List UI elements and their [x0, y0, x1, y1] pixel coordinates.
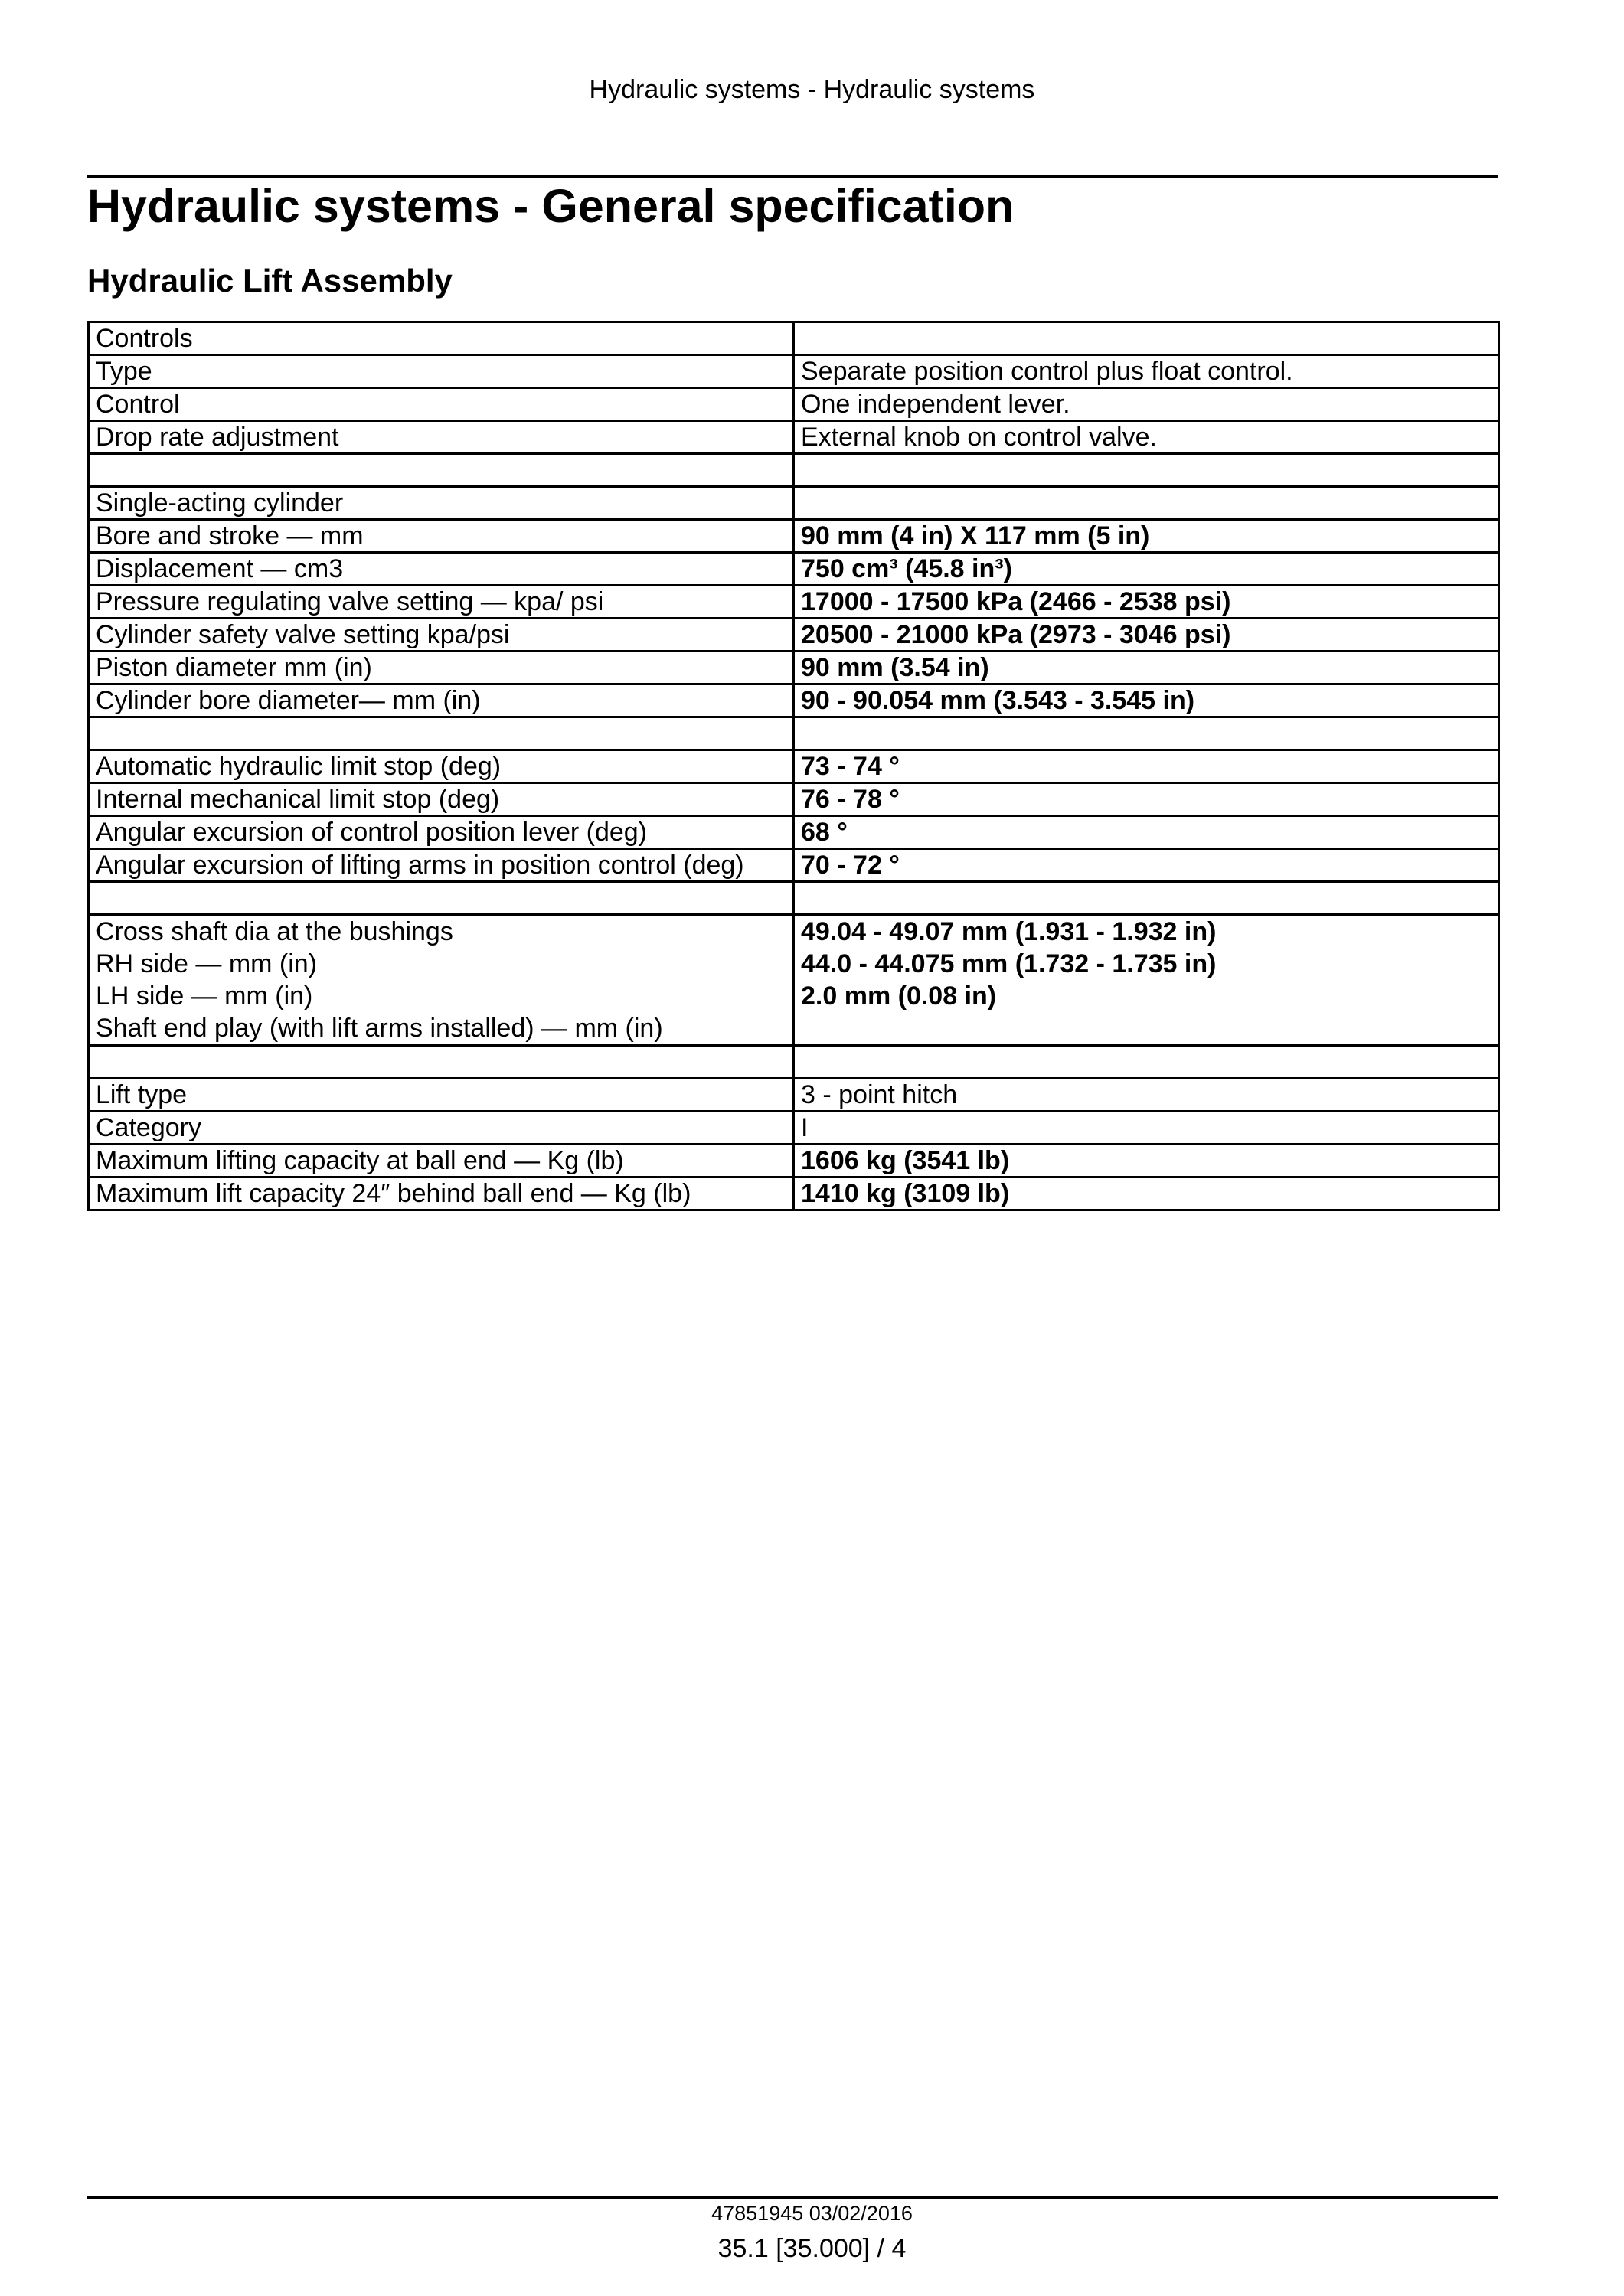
table-row: [89, 355, 1499, 388]
spec-value: 1410 kg (3109 lb): [794, 1177, 1499, 1210]
spec-value: Separate position control plus float control.: [794, 355, 1499, 388]
bottom-rule: [87, 2196, 1498, 2199]
table-row: [89, 915, 1499, 1046]
spec-value: 3 - point hitch: [794, 1079, 1499, 1112]
spec-value: I: [794, 1112, 1499, 1145]
spec-label: Pressure regulating valve setting — kpa/ psi: [89, 586, 794, 619]
spec-value: 90 mm (4 in) X 117 mm (5 in): [794, 520, 1499, 553]
group-heading: Controls: [89, 322, 794, 355]
table-row: [89, 553, 1499, 586]
spacer-row: [89, 717, 1499, 750]
spec-label: Angular excursion of control position lever (deg): [89, 816, 794, 849]
table-row: [89, 1079, 1499, 1112]
spec-label: Cross shaft dia at the bushings: [96, 917, 453, 946]
spec-value: 750 cm³ (45.8 in³): [794, 553, 1499, 586]
spec-value: 44.0 - 44.075 mm (1.732 - 1.735 in): [801, 949, 1217, 978]
spec-value: 20500 - 21000 kPa (2973 - 3046 psi): [794, 619, 1499, 652]
table-row: [89, 1112, 1499, 1145]
spec-value: 68 °: [794, 816, 1499, 849]
cross-shaft-labels: [89, 915, 794, 1046]
table-row: [89, 816, 1499, 849]
table-row: [89, 322, 1499, 355]
spec-label: Type: [89, 355, 794, 388]
spec-value: 49.04 - 49.07 mm (1.931 - 1.932 in): [801, 917, 1217, 946]
spec-label: Maximum lifting capacity at ball end — Kg (lb): [89, 1145, 794, 1177]
spec-value: 76 - 78 °: [794, 783, 1499, 816]
spacer-row: [89, 454, 1499, 487]
spec-label: Angular excursion of lifting arms in position control (deg): [89, 849, 794, 882]
table-row: [89, 487, 1499, 520]
empty-cell: [794, 322, 1499, 355]
spec-label: Automatic hydraulic limit stop (deg): [89, 750, 794, 783]
empty-cell: [794, 487, 1499, 520]
spec-label: LH side — mm (in): [96, 981, 313, 1011]
spec-label: Shaft end play (with lift arms installed) — mm (in): [96, 1014, 663, 1043]
spec-value: 17000 - 17500 kPa (2466 - 2538 psi): [794, 586, 1499, 619]
spec-value: 90 - 90.054 mm (3.543 - 3.545 in): [794, 684, 1499, 717]
page-title: Hydraulic systems - General specification: [87, 180, 1015, 232]
table-row: [89, 388, 1499, 421]
spec-value: 1606 kg (3541 lb): [794, 1145, 1499, 1177]
table-row: [89, 783, 1499, 816]
spec-label: Internal mechanical limit stop (deg): [89, 783, 794, 816]
spec-label: Cylinder bore diameter— mm (in): [89, 684, 794, 717]
table-row: [89, 1177, 1499, 1210]
table-row: [89, 750, 1499, 783]
table-row: [89, 684, 1499, 717]
spec-label: Drop rate adjustment: [89, 421, 794, 454]
running-header: Hydraulic systems - Hydraulic systems: [589, 75, 1035, 104]
table-row: [89, 520, 1499, 553]
table-row: [89, 421, 1499, 454]
spacer-row: [89, 1046, 1499, 1079]
table-row: [89, 849, 1499, 882]
spec-label: Maximum lift capacity 24″ behind ball end — Kg (lb): [89, 1177, 794, 1210]
spec-label: Displacement — cm3: [89, 553, 794, 586]
spec-label: Control: [89, 388, 794, 421]
table-row: [89, 1145, 1499, 1177]
spec-label: RH side — mm (in): [96, 949, 318, 978]
spec-value: External knob on control valve.: [794, 421, 1499, 454]
section-title: Hydraulic Lift Assembly: [87, 263, 453, 299]
spec-label: Cylinder safety valve setting kpa/psi: [89, 619, 794, 652]
group-heading: Single-acting cylinder: [89, 487, 794, 520]
spec-value: 2.0 mm (0.08 in): [801, 981, 997, 1011]
table-row: [89, 619, 1499, 652]
footer-doc-code: 47851945 03/02/2016: [711, 2202, 913, 2225]
spec-label: Lift type: [89, 1079, 794, 1112]
spec-value: One independent lever.: [794, 388, 1499, 421]
footer-page-ref: 35.1 [35.000] / 4: [717, 2234, 907, 2263]
spec-value: 90 mm (3.54 in): [794, 652, 1499, 684]
spec-value: 70 - 72 °: [794, 849, 1499, 882]
spec-label: Piston diameter mm (in): [89, 652, 794, 684]
spec-table: [87, 321, 1500, 1211]
top-rule: [87, 175, 1498, 178]
table-row: [89, 586, 1499, 619]
spec-label: Bore and stroke — mm: [89, 520, 794, 553]
table-row: [89, 652, 1499, 684]
spacer-row: [89, 882, 1499, 915]
cross-shaft-values: [794, 915, 1499, 1046]
spec-value: 73 - 74 °: [794, 750, 1499, 783]
spec-label: Category: [89, 1112, 794, 1145]
